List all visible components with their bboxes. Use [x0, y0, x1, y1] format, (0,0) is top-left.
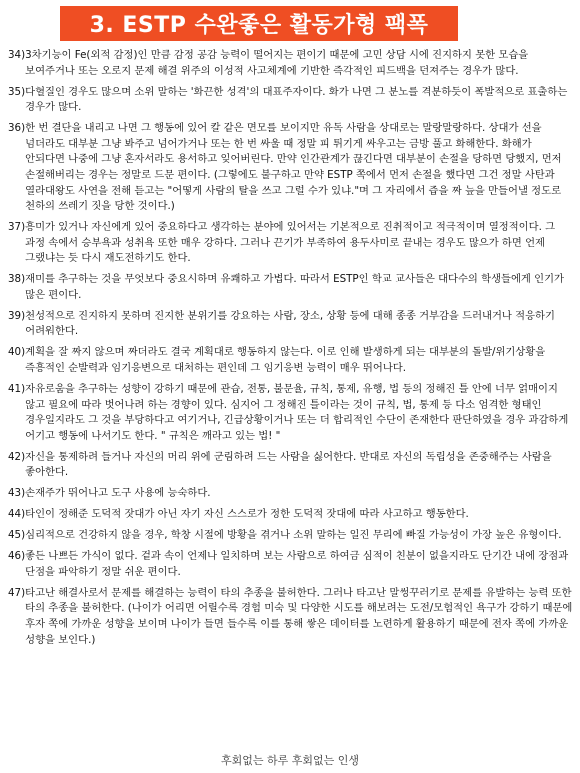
item-number: 43): [8, 487, 26, 500]
item-number: 40): [8, 346, 26, 359]
list-item: [8, 486, 574, 502]
list-item: [8, 220, 574, 267]
list-item: [8, 586, 574, 648]
item-list: [8, 48, 574, 654]
title-banner: [60, 6, 458, 41]
item-number: 38): [8, 273, 26, 286]
item-text: 심리적으로 건강하지 않을 경우, 학창 시절에 방황을 겪거나 소위 말하는 일진 무리에 빠질 가능성이 가장 높은 유형이다.: [25, 529, 562, 542]
item-number: 37): [8, 221, 26, 234]
item-text: 천성적으로 진지하지 못하며 진지한 분위기를 강요하는 사람, 장소, 상황 등에 대해 종종 거부감을 드러내거나 적응하기 어려워한다.: [25, 309, 555, 338]
item-number: 47): [8, 586, 26, 599]
item-number: 44): [8, 508, 26, 521]
list-item: [8, 528, 574, 544]
item-text: 타인이 정해준 도덕적 잣대가 아닌 자기 자신 스스로가 정한 도덕적 잣대에 따라 사고하고 행동한다.: [25, 508, 469, 521]
item-text: 계획을 잘 짜지 않으며 짜더라도 결국 계획대로 행동하지 않는다. 이로 인해 발생하게 되는 대부분의 돌발/위기상황을 즉흥적인 순발력과 임기응변으로 대처하는 편인데 그 임기응변 능력이 매우 뛰어나다.: [25, 346, 546, 375]
item-text: 타고난 해결사로서 문제를 해결하는 능력이 타의 추종을 불허한다. 그러나 타고난 말썽꾸러기로 문제를 유발하는 능력 또한 타의 추종을 불허한다. (나이가 어리면 어릴수록 경험 미숙 및 다양한 시도를 해보려는 도전/모험적인 욕구가 강하기 때문에 후자 쪽에 가까운 성향을 보이며 나이가 들면 들수록 이를 통해 쌓은 데이터를 노련하게 활용하기 때문에 전자 쪽에 가까운 성향을 보인다.): [25, 586, 573, 646]
list-item: [8, 345, 574, 376]
footer-caption: 후회없는 하루 후회없는 인생: [220, 754, 359, 767]
item-number: 39): [8, 309, 26, 322]
item-number: 42): [8, 450, 26, 463]
item-number: 34): [8, 49, 26, 61]
item-text: 한 번 결단을 내리고 나면 그 행동에 있어 칼 같은 면모를 보이지만 유독 사람을 상대로는 말랑말랑하다. 상대가 선을 넘더라도 대부분 그냥 봐주고 넘어가거나 또는 한 번 싸울 때 정말 피 튀기게 싸우고는 금방 풀고 화해한다. 화해가 안되다면 나중에 그냥 혼자서라도 용서하고 잊어버린다. 만약 인간관계가 끊긴다면 대부분이 손절을 당하면 당했지, 먼저 손절해버리는 경우는 정말로 드문 편이다. (그렇에도 불구하고 만약 ESTP 쪽에서 먼저 손절을 했다면 그건 정말 사탄과 열라대왕도 사연을 전해 듣고는 "어떻게 사람의 탈을 쓰고 그럴 수가 있냐."며 그 자리에서 즙을 짜 늪을 만들어낼 정도로 천하의 쓰레기 짓을 당한 것이다.): [25, 122, 562, 213]
list-item: [8, 85, 574, 116]
item-text: 자유로움을 추구하는 성향이 강하기 때문에 관습, 전통, 불문율, 규칙, 통제, 유행, 법 등의 정해진 틀 안에 너무 얽매이지 않고 필요에 따라 벗어나려 하는 경향이 있다. 심지어 그 정해진 틀이라는 것이 규칙, 법, 통제 등 다소 엄격한 형태인 경우일지라도 그 것을 부당하다고 여기거나, 긴급상황이거나 또는 더 합리적인 수단이 존재한다 판단하였을 경우 과감하게 어기고 행동에 나서기도 한다. " 규칙은 깨라고 있는 법! ": [25, 383, 569, 442]
list-item: [8, 450, 574, 481]
item-number: 45): [8, 529, 26, 542]
list-item: [8, 382, 574, 444]
list-item: [8, 121, 574, 215]
item-text: 손재주가 뛰어나고 도구 사용에 능숙하다.: [25, 487, 211, 500]
list-item: [8, 272, 574, 303]
item-number: 36): [8, 122, 26, 135]
list-item: [8, 309, 574, 340]
item-number: 35): [8, 85, 26, 98]
list-item: [8, 549, 574, 580]
item-text: 흥미가 있거나 자신에게 있어 중요하다고 생각하는 분야에 있어서는 기본적으로 진취적이고 적극적이며 열정적이다. 그 과정 속에서 승부욕과 성취욕 또한 매우 강하다. 그러나 끈기가 부족하여 용두사미로 끝내는 경우도 많으가 하면 언제 그랬냐는 듯 다시 재도전하기도 한다.: [25, 221, 556, 265]
item-number: 46): [8, 550, 26, 563]
item-text: 다혈질인 경우도 많으며 소위 말하는 '화끈한 성격'의 대표주자이다. 화가 나면 그 분노를 격분하듯이 폭발적으로 표출하는 경우가 많다.: [25, 85, 568, 114]
page-title: 3. ESTP 수완좋은 활동가형 팩폭: [89, 13, 429, 38]
list-item: [8, 507, 574, 523]
item-text: 자신을 통제하려 들거나 자신의 머리 위에 군림하려 드는 사람을 싫어한다. 반대로 자신의 독립성을 존중해주는 사람을 좋아한다.: [25, 450, 552, 479]
item-text: 좋든 나쁘든 가식이 없다. 겉과 속이 언제나 일치하며 보는 사람으로 하여금 심적이 친분이 없을지라도 단기간 내에 장점과 단점을 파악하기 정말 쉬운 편이다.: [25, 550, 569, 578]
item-text: 재미를 추구하는 것을 무엇보다 중요시하며 유쾌하고 가볍다. 따라서 ESTP인 학교 교사들은 대다수의 학생들에게 인기가 많은 편이다.: [25, 273, 564, 301]
item-number: 41): [8, 383, 26, 396]
list-item: [8, 48, 574, 79]
item-text: 3차기능이 Fe(외적 감정)인 만큼 감정 공감 능력이 떨어지는 편이기 때문에 고민 상담 시에 진지하지 못한 모습을 보여주거나 또는 오로지 문제 해결 위주의 이성적 사고체계에 기반한 즉각적인 피드백을 던져주는 경우가 많다.: [25, 49, 529, 77]
